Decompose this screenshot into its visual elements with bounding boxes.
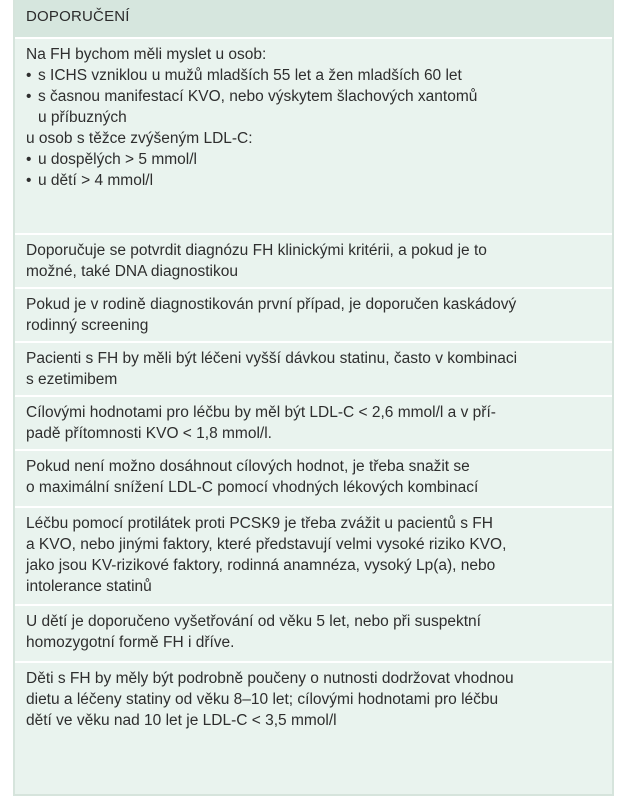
row-text: Pokud není možno dosáhnout cílových hodnot, je třeba snažit se <box>26 458 470 475</box>
table-header-title: DOPORUČENÍ <box>26 8 130 25</box>
row-text: Na FH bychom měli myslet u osob: <box>26 46 267 63</box>
row-text: o maximální snížení LDL-C pomocí vhodných lékových kombinací <box>26 479 479 496</box>
table-row <box>15 233 612 287</box>
row-text: padě přítomnosti KVO < 1,8 mmol/l. <box>26 425 272 442</box>
bullet-continuation: u příbuzných <box>38 109 127 126</box>
bullet-icon: • <box>26 88 32 105</box>
row-text: možné, také DNA diagnostikou <box>26 263 238 280</box>
row-text: Pokud je v rodině diagnostikován první případ, je doporučen kaskádový <box>26 296 517 313</box>
row-text: s ezetimibem <box>26 371 118 388</box>
table-header <box>15 0 612 37</box>
bullet-item: • u dospělých > 5 mmol/l <box>26 151 197 168</box>
table-row <box>15 604 612 661</box>
bullet-icon: • <box>26 151 32 168</box>
row-text: Děti s FH by měly být podrobně poučeny o nutnosti dodržovat vhodnou <box>26 670 514 687</box>
row-text: Doporučuje se potvrdit diagnózu FH klinickými kritérii, a pokud je to <box>26 242 487 259</box>
row-text: U dětí je doporučeno vyšetřování od věku 5 let, nebo při suspektní <box>26 613 481 630</box>
table-row <box>15 37 612 233</box>
row-text: Léčbu pomocí protilátek proti PCSK9 je třeba zvážit u pacientů s FH <box>26 515 493 532</box>
bullet-icon: • <box>26 172 32 189</box>
bullet-icon: • <box>26 67 32 84</box>
row-text: dietu a léčeny statiny od věku 8–10 let; cílovými hodnotami pro léčbu <box>26 691 499 708</box>
row-text: homozygotní formě FH i dříve. <box>26 634 235 651</box>
table-row <box>15 287 612 341</box>
table-row <box>15 395 612 449</box>
table-row <box>15 506 612 604</box>
row-text: u osob s těžce zvýšeným LDL-C: <box>26 130 253 147</box>
table-row <box>15 661 612 736</box>
bullet-item: • s ICHS vzniklou u mužů mladších 55 let a žen mladších 60 let <box>26 67 462 84</box>
row-text: a KVO, nebo jinými faktory, které představují velmi vysoké riziko KVO, <box>26 536 507 553</box>
row-text: rodinný screening <box>26 317 149 334</box>
bullet-item: • s časnou manifestací KVO, nebo výskytem šlachových xantomů <box>26 88 478 105</box>
table-row <box>15 449 612 506</box>
row-text: dětí ve věku nad 10 let je LDL-C < 3,5 mmol/l <box>26 712 337 729</box>
row-text: Pacienti s FH by měli být léčeni vyšší dávkou statinu, často v kombinaci <box>26 350 518 367</box>
row-text: intolerance statinů <box>26 578 152 595</box>
recommendations-table <box>13 0 614 796</box>
row-text: Cílovými hodnotami pro léčbu by měl být LDL-C < 2,6 mmol/l a v pří- <box>26 404 496 421</box>
row-text: jako jsou KV-rizikové faktory, rodinná anamnéza, vysoký Lp(a), nebo <box>26 557 496 574</box>
table-row <box>15 341 612 395</box>
bullet-item: • u dětí > 4 mmol/l <box>26 172 154 189</box>
